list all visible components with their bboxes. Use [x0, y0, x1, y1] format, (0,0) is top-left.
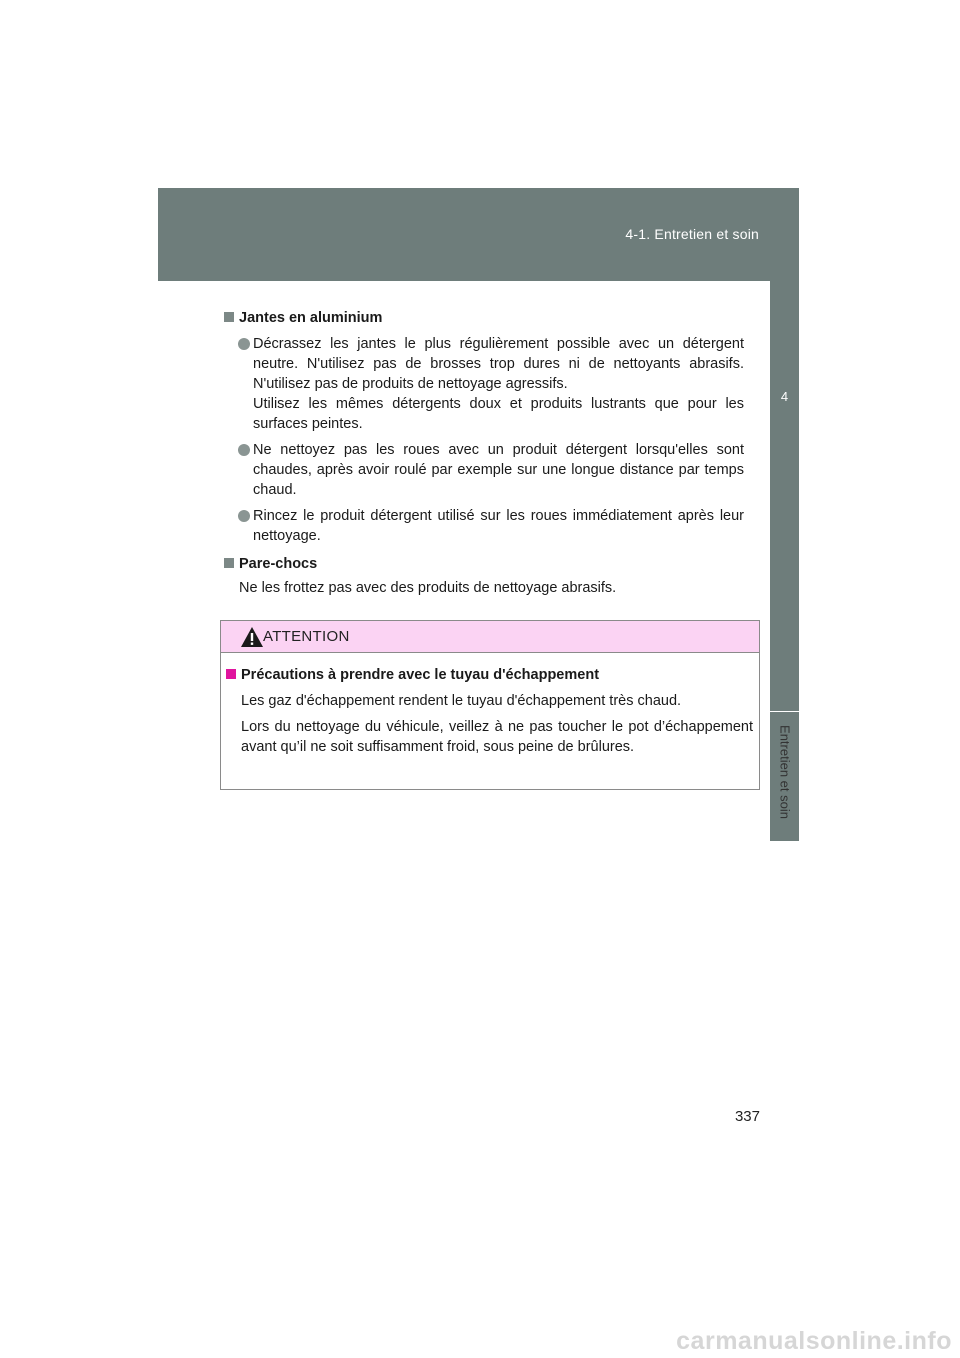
- warning-body: [221, 653, 759, 757]
- watermark-text: carmanualsonline.info: [676, 1327, 952, 1355]
- chapter-tab-label: [771, 716, 798, 828]
- bullet-paragraph: Décrassez les jantes le plus régulièrement possible avec un détergent neutre. N'utilisez pas de brosses trop dures ni de nettoyants abrasifs. N'utilisez pas de produits de nettoyage agressifs.: [253, 336, 744, 392]
- list-item: [224, 440, 744, 500]
- warning-paragraph: Lors du nettoyage du véhicule, veillez à ne pas toucher le pot d’échappement avant qu’il ne soit suffisamment froid, sous peine de brûlures.: [241, 719, 753, 755]
- warning-triangle-icon: [240, 626, 264, 648]
- section-heading-jantes: [224, 308, 744, 328]
- warning-subheading-text: Précautions à prendre avec le tuyau d'échappement: [241, 667, 600, 683]
- main-content: [224, 308, 744, 598]
- section-heading-pare-chocs: [224, 554, 744, 574]
- section-paragraph: Ne les frottez pas avec des produits de nettoyage abrasifs.: [239, 580, 617, 596]
- page-number: 337: [734, 1108, 760, 1125]
- warning-paragraph: Les gaz d'échappement rendent le tuyau d'échappement très chaud.: [241, 693, 682, 709]
- header-band: [158, 188, 799, 281]
- bullet-paragraph: Ne nettoyez pas les roues avec un produit détergent lorsqu'elles sont chaudes, après avoir roulé par exemple sur une longue distance par temps chaud.: [253, 442, 744, 498]
- list-item: [224, 334, 744, 434]
- watermark: [500, 1327, 952, 1353]
- warning-title: ATTENTION: [263, 628, 350, 645]
- chapter-number: 4: [780, 389, 789, 404]
- bullet-paragraph: Utilisez les mêmes détergents doux et produits lustrants que pour les surfaces peintes.: [253, 396, 744, 432]
- chapter-tab-divider: [770, 711, 799, 712]
- list-item: [224, 506, 744, 546]
- section-heading-text: Pare-chocs: [239, 556, 318, 572]
- chapter-label-text: Entretien et soin: [777, 725, 792, 819]
- warning-subheading: [226, 665, 753, 685]
- square-bullet-icon: [224, 312, 234, 322]
- section-heading-text: Jantes en aluminium: [239, 310, 383, 326]
- circle-bullet-icon: [238, 444, 250, 456]
- circle-bullet-icon: [238, 510, 250, 522]
- warning-header: [221, 621, 759, 653]
- warning-box: [220, 620, 760, 790]
- section-title: 4-1. Entretien et soin: [625, 226, 759, 242]
- bullet-paragraph: Rincez le produit détergent utilisé sur les roues immédiatement après leur nettoyage.: [253, 508, 744, 544]
- square-bullet-icon: [226, 669, 236, 679]
- circle-bullet-icon: [238, 338, 250, 350]
- square-bullet-icon: [224, 558, 234, 568]
